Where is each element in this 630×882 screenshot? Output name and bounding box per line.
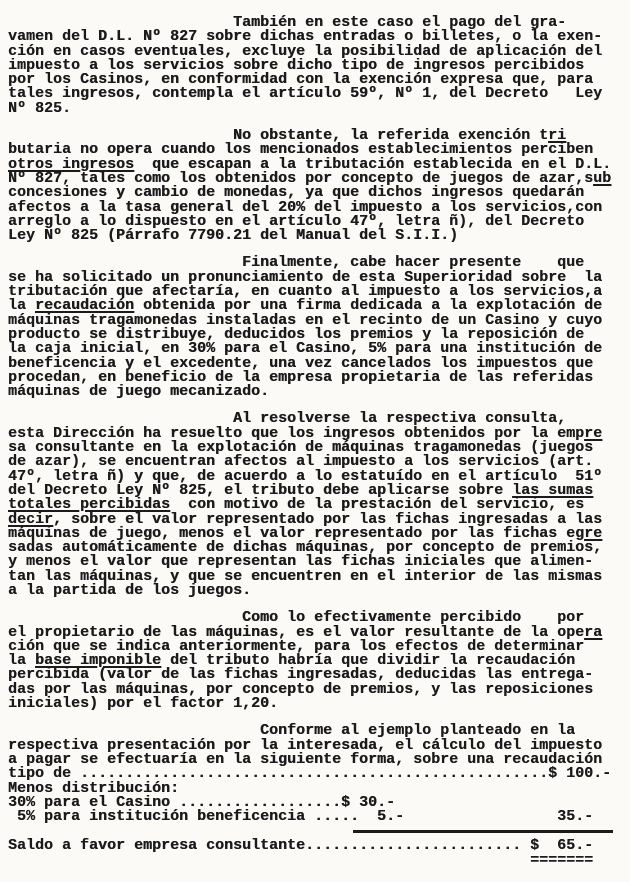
text-segment: procedan, en beneficio de la empresa propietaria de las referidas xyxy=(8,368,594,386)
text-segment: iniciales) por el factor 1,20. xyxy=(8,695,279,713)
parrafo-base-imponible xyxy=(8,611,626,711)
text-segment: máquinas tragamonedas instaladas en el recinto de un Casino y cuyo xyxy=(8,311,603,329)
text-segment: sa consultante en la explotación de máquinas tragamonedas (juegos xyxy=(8,439,594,457)
text-segment: la caja inicial, en 30% para el Casino, 5% para una institución de xyxy=(8,340,603,358)
text-line xyxy=(8,99,626,117)
text-segment: producto se distribuye, deducidos los premios y la reposición de xyxy=(8,325,585,343)
underlined-text: totales percibidas xyxy=(8,496,171,514)
text-line xyxy=(8,385,626,399)
text-segment: del tributo habría que dividir la recaudación xyxy=(161,652,576,670)
text-segment: butaria no opera cuando los mencionados establecimientos perciben xyxy=(8,141,594,159)
text-segment: 47º, letra ñ) y que, de acuerdo a lo estatuído en el artículo 51º xyxy=(8,467,603,485)
parrafo-gravamen-entradas xyxy=(8,16,626,116)
text-segment: con motivo de la prestación del servicio, es xyxy=(170,496,585,514)
text-segment: tan las máquinas, y que se encuentren en el interior de las mismas xyxy=(8,567,603,585)
text-segment: máquinas de juego mecanizado. xyxy=(8,383,270,401)
text-segment: 5% para institución beneficencia ..... 5.- 35.- xyxy=(8,808,594,826)
underlined-text: re xyxy=(584,424,603,442)
text-segment: ción en casos eventuales, excluye la posibilidad de aplicación del xyxy=(8,42,603,60)
text-line xyxy=(8,87,626,101)
text-segment: Nº 827, tales como los obtenidos por concepto de juegos de azar,s xyxy=(8,169,594,187)
text-segment: sadas automáticamente de dichas máquinas, por concepto de premios, xyxy=(8,539,603,557)
text-segment: impuesto a los servicios sobre dicho tipo de ingresos percibidos xyxy=(8,56,585,74)
text-segment: y menos el valor que representan las fichas iniciales que alimen- xyxy=(8,553,594,571)
total-rule xyxy=(353,830,613,833)
text-segment: esta Dirección ha resuelto que los ingresos obtenidos por la emp xyxy=(8,424,585,442)
text-segment: Menos distribución: xyxy=(8,779,180,797)
text-segment: se ha solicitado un pronunciamiento de esta Superioridad sobre la xyxy=(8,268,603,286)
underlined-text: re xyxy=(584,524,603,542)
text-segment: a pagar se efectuaría en la siguiente forma, sobre una recaudación xyxy=(8,750,603,768)
text-segment: das por las máquinas, por concepto de premios, y las reposiciones xyxy=(8,680,594,698)
text-line xyxy=(8,229,626,243)
text-segment: Nº 825. xyxy=(8,99,72,117)
text-segment: percibida (valor de las fichas ingresadas, deducidas las entrega- xyxy=(8,666,594,684)
text-line xyxy=(8,697,626,711)
document-body xyxy=(8,16,626,868)
underlined-text: otros ingresos xyxy=(8,155,135,173)
text-segment: la xyxy=(8,652,36,670)
text-segment: tipo de ....................................................$ 100.- xyxy=(8,765,612,783)
text-segment: de azar), se encuentran afectos al impuesto a los servicios (art. xyxy=(8,453,594,471)
text-segment: tributación que afectaría, en cuanto al impuesto a los servicios,a xyxy=(8,283,603,301)
underlined-text: ub xyxy=(593,169,612,187)
text-segment: por los Casinos, en conformidad con la exención expresa que, para xyxy=(8,71,594,89)
text-segment: También en este caso el pago del gra- xyxy=(8,14,567,31)
text-segment: que escapan a la tributación establecida en el D.L. xyxy=(134,155,612,173)
text-segment: Saldo a favor empresa consultante........................ $ 65.- xyxy=(8,837,594,855)
parrafo-ejemplo-calculo xyxy=(8,724,626,868)
text-line xyxy=(8,810,626,824)
underlined-text: recaudación xyxy=(35,297,135,315)
text-line xyxy=(8,581,626,599)
text-segment: a la partida de los juegos. xyxy=(8,581,252,599)
text-segment: vamen del D.L. Nº 827 sobre dichas entradas o billetes, o la exen- xyxy=(8,28,603,46)
text-segment: ======= xyxy=(8,851,594,869)
underlined-text: las sumas xyxy=(512,481,594,499)
text-segment: Finalmente, cabe hacer presente que xyxy=(8,254,585,272)
underlined-text: ri xyxy=(548,127,567,145)
text-segment: respectiva presentación por la interesada, el cálculo del impuesto xyxy=(8,736,603,754)
text-segment: obtenida por una firma dedicada a la explotación de xyxy=(134,297,603,315)
text-segment: concesiones y cambio de monedas, ya que dichos ingresos quedarán xyxy=(8,184,585,202)
text-segment: Conforme al ejemplo planteado en la xyxy=(8,722,576,740)
text-segment: 30% para el Casino ..................$ 30.- xyxy=(8,793,396,811)
parrafo-consulta-tragamonedas xyxy=(8,256,626,399)
text-segment: máquinas de juego, menos el valor representado por las fichas eg xyxy=(8,524,585,542)
parrafo-otros-ingresos xyxy=(8,129,626,243)
text-segment: Ley Nº 825 (Párrafo 7790.21 del Manual del S.I.I.) xyxy=(8,227,459,245)
text-segment: tales ingresos, contempla el artículo 59º, Nº 1, del Decreto Ley xyxy=(8,85,603,103)
text-segment: Al resolverse la respectiva consulta, xyxy=(8,410,567,428)
text-segment: del Decreto Ley Nº 825, el tributo debe aplicarse sobre xyxy=(8,481,513,499)
underlined-text: ra xyxy=(584,623,603,641)
text-segment: No obstante, la referida exención t xyxy=(8,127,549,145)
text-line xyxy=(8,851,626,869)
text-segment: el propietario de las máquinas, es el valor resultante de la ope xyxy=(8,623,585,641)
text-segment: arreglo a lo dispuesto en el artículo 47º, letra ñ), del Decreto xyxy=(8,212,585,230)
text-segment: Como lo efectivamente percibido por xyxy=(8,609,585,627)
text-segment: afectos a la tasa general del 20% del impuesto a los servicios,con xyxy=(8,198,603,216)
parrafo-resolucion xyxy=(8,412,626,598)
text-segment: beneficencia y el excedente, una vez cancelados los impuestos que xyxy=(8,354,594,372)
text-segment: , sobre el valor representado por las fichas ingresadas a las xyxy=(53,510,603,528)
underlined-text: base imponible xyxy=(35,652,162,670)
underlined-text: decir xyxy=(8,510,54,528)
text-segment: ción que se indica anteriormente, para los efectos de determinar xyxy=(8,637,585,655)
text-segment: la xyxy=(8,297,36,315)
